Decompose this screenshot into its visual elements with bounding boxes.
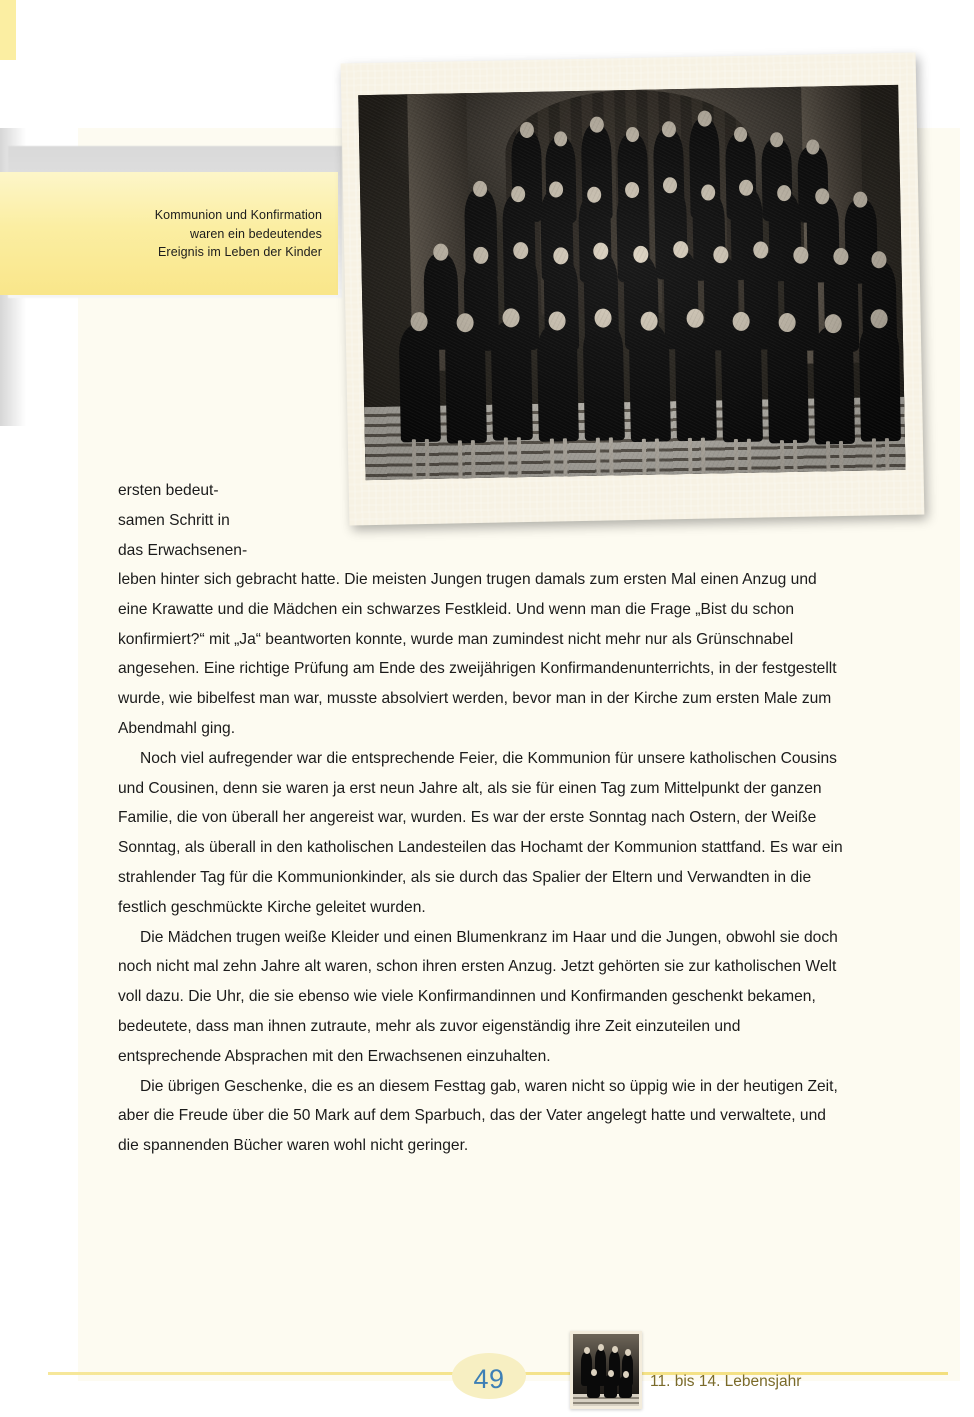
paragraph-3: Die Mädchen trugen weiße Kleider und einen Blumenkranz im Haar und die Jungen, obwohl sie doch noch nicht mal zehn Jahre alt waren, schon ihren ersten Anzug. Jetzt gehörten sie zur katholischen Welt voll dazu. Die Uhr, die sie ebenso wie viele Konfirmandinnen und Konfirmanden geschenkt bekamen, bedeutete, dass man ihnen zutraute, mehr als zuvor eigenständig ihre Zeit einzuteilen und entsprechende Absprachen mit den Erwachsenen einzuhalten. xyxy=(118,928,838,1065)
photo-image xyxy=(358,85,905,480)
photo-caption-line-3: Ereignis im Leben der Kinder xyxy=(158,245,322,259)
confirmation-class-group xyxy=(358,85,905,480)
photo-caption-line-2: waren ein bedeutendes xyxy=(189,226,322,241)
wrap-line-1: ersten bedeut- xyxy=(118,482,219,499)
photo-caption-line-1: Kommunion und Konfirmation xyxy=(154,208,322,222)
wrap-line-3: das Erwachsenen- xyxy=(118,541,248,559)
paragraph-1: leben hinter sich gebracht hatte. Die meisten Jungen trugen damals zum ersten Mal einen Anzug und eine Krawatte und die Mädchen ein schwarzes Festkleid. Und wenn man die Frage „Bist du schon konfirmiert?“ mit „Ja“ beantworten konnte, wurde man zumindest nicht mehr nur als Grünschnabel angesehen. Eine richtige Prüfung am Ende des zweijährigen Konfirmandenunterrichts, in der festgestellt wurde, wie bibelfest man war, musste absolviert werden, bevor man in der Kirche zum ersten Male zum Abendmahl ging. xyxy=(118,571,837,737)
page-number: 49 xyxy=(473,1364,505,1394)
decorative-yellow-corner xyxy=(0,0,16,60)
footer-chapter-label: 11. bis 14. Lebensjahr xyxy=(650,1373,802,1390)
paragraph-2: Noch viel aufregender war die entsprechende Feier, die Kommunion für unsere katholischen Cousins und Cousinen, denn sie waren ja erst neun Jahre alt, als sie für einen Tag zum Mittelpunkt der ganzen Familie, die von überall her angereist war, wurden. Es war der erste Sonntag nach Ostern, der Weiße Sonntag, als überall in den katholischen Landesteilen das Hochamt der Kommunion stattfand. Es war ein strahlender Tag für die Kommunionkinder, als sie durch das Spalier der Eltern und Verwandten in die festlich geschmückte Kirche geleitet wurden. xyxy=(118,749,843,916)
right-margin-strip xyxy=(960,0,974,1417)
footer-thumbnail-image xyxy=(573,1334,639,1406)
historic-group-photo xyxy=(341,53,925,526)
photo-caption xyxy=(0,206,322,262)
body-text xyxy=(118,565,843,1161)
wrap-line-2: samen Schritt in xyxy=(118,511,230,529)
footer-thumbnail-photo xyxy=(570,1331,642,1409)
paragraph-4: Die übrigen Geschenke, die es an diesem Festtag gab, waren nicht so üppig wie in der heutigen Zeit, aber die Freude über die 50 Mark auf dem Sparbuch, das der Vater angelegt hatte und verwaltete, und die spannenden Bücher waren wohl nicht geringer. xyxy=(118,1077,838,1155)
text-wrap-column xyxy=(118,476,318,565)
